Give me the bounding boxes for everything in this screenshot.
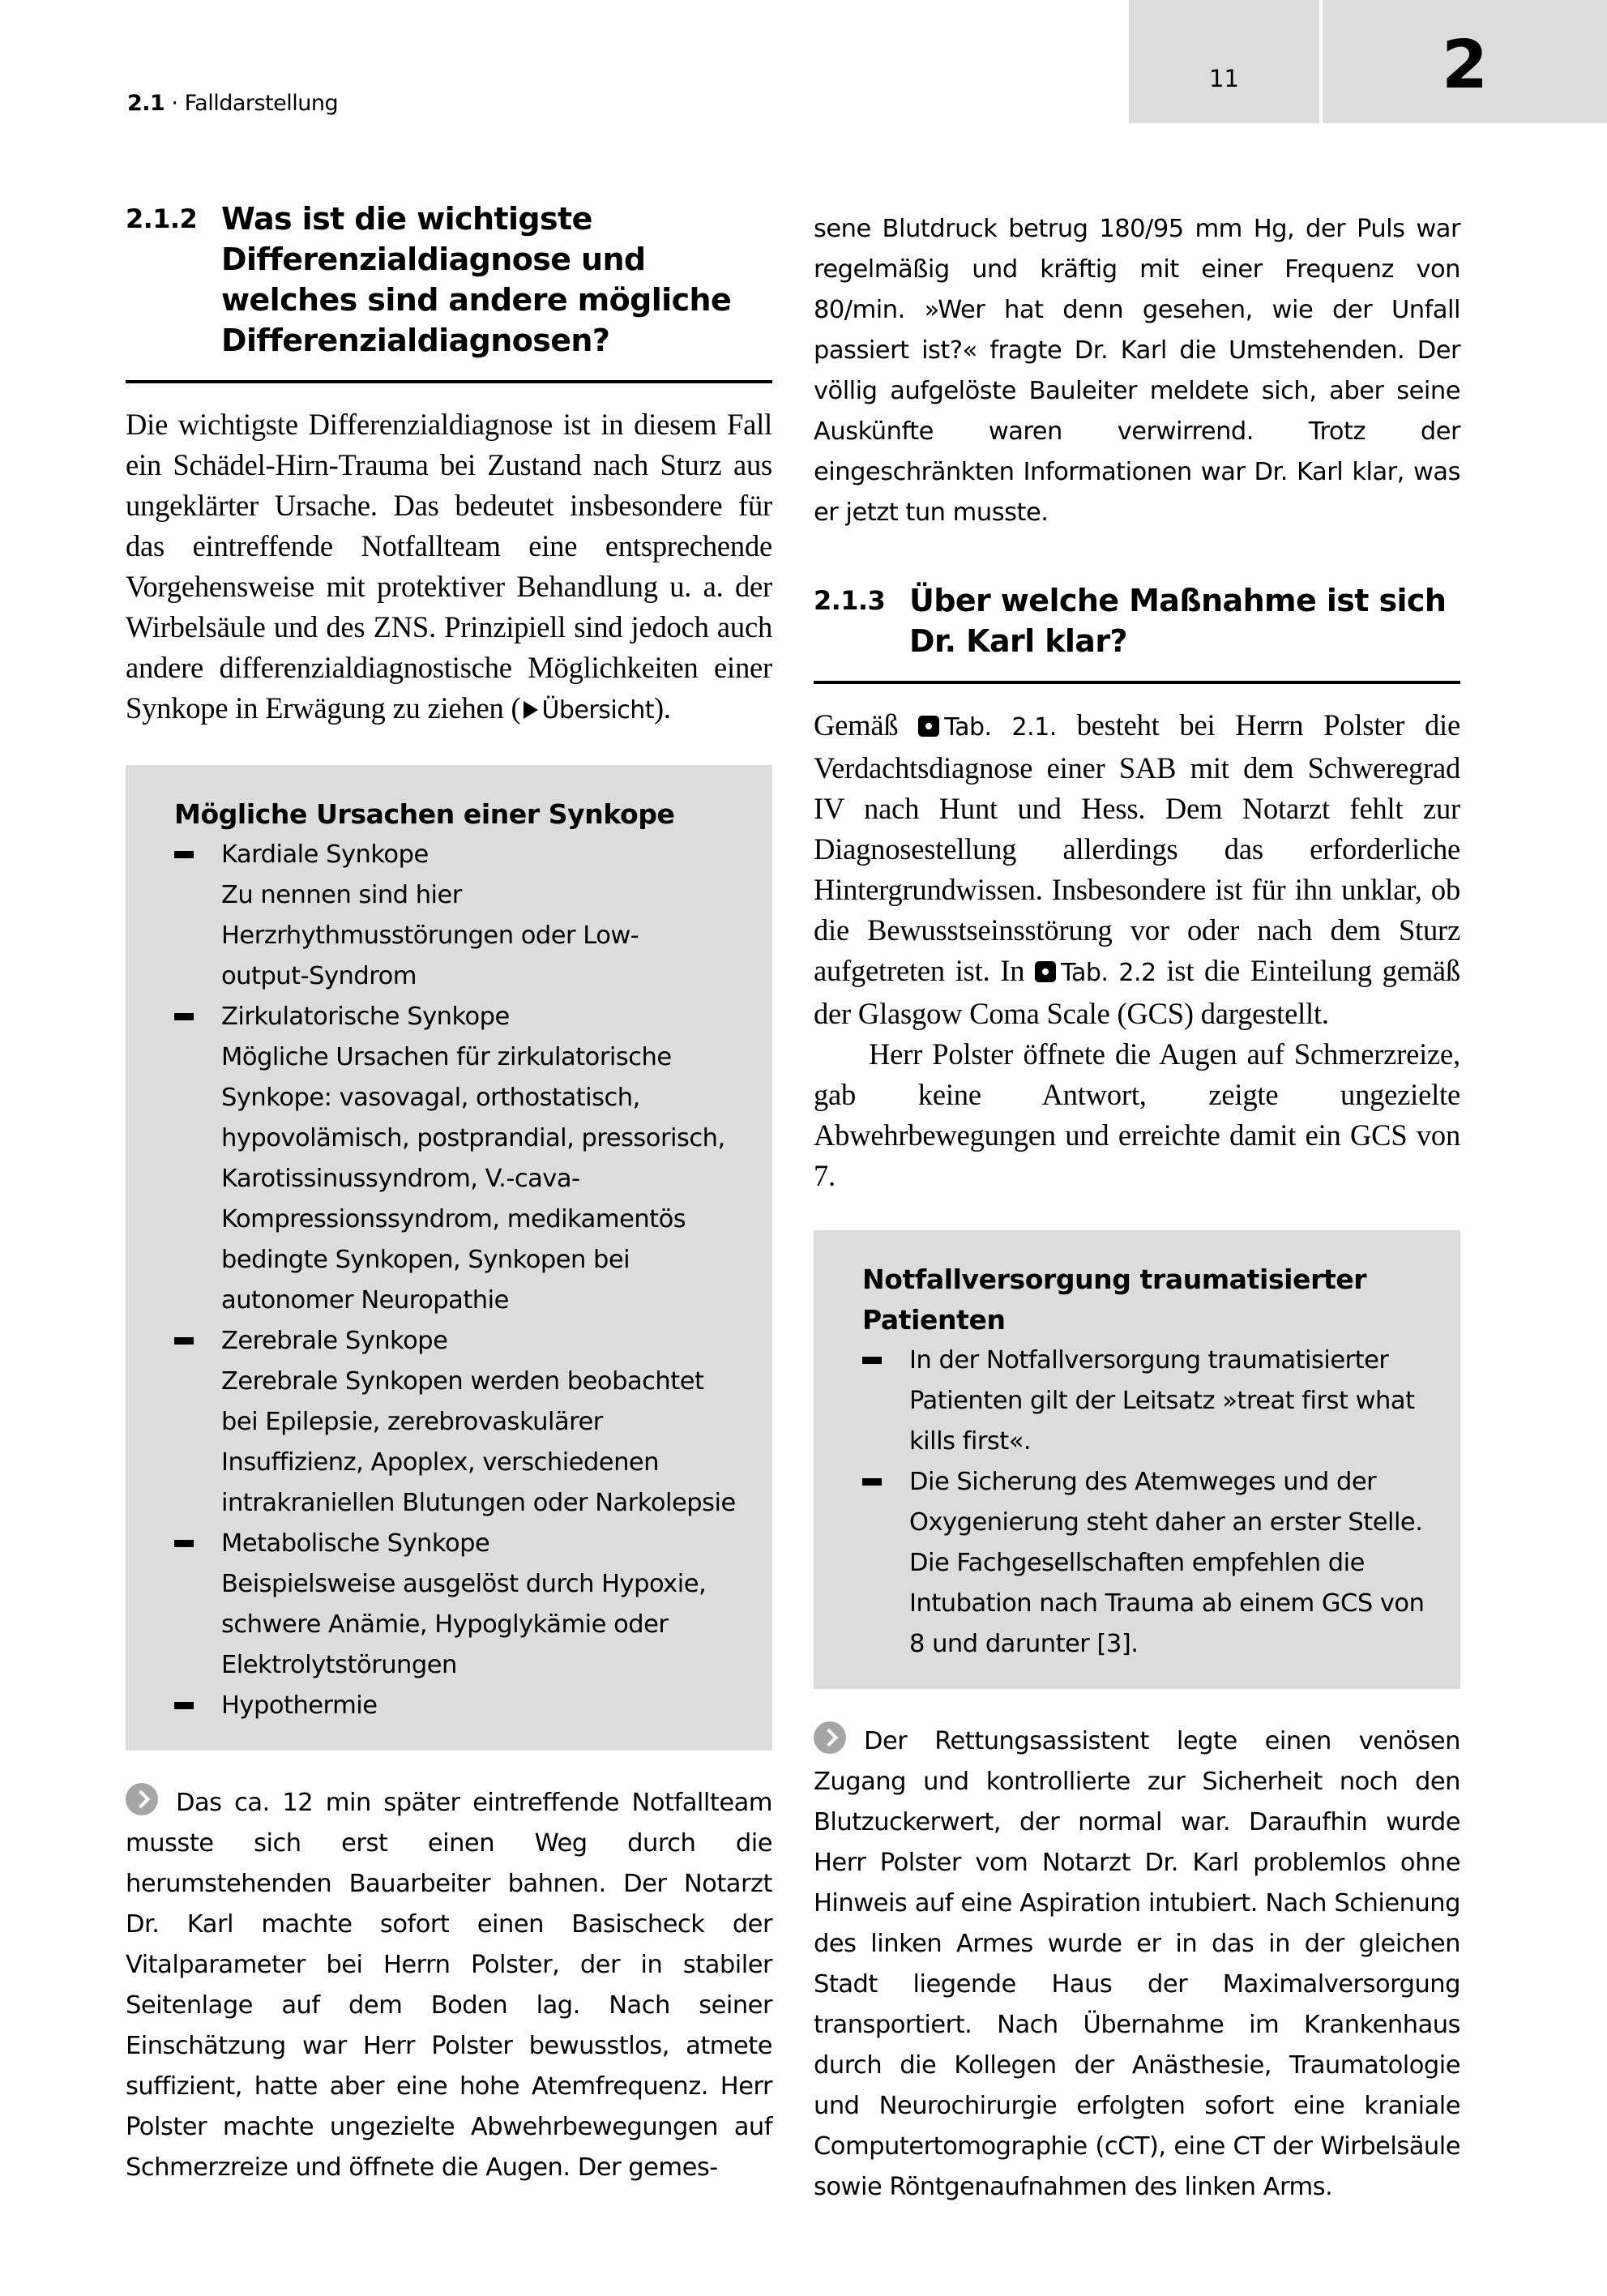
page-number: 11	[1209, 65, 1239, 92]
list-item	[174, 1524, 738, 1686]
item-detail: Beispielsweise ausgelöst durch Hypoxie, schwere Anämie, Hypoglykämie oder Elektrolytstörungen	[221, 1570, 707, 1679]
item-label: Hypothermie	[221, 1691, 378, 1720]
paragraph-text-end: ).	[653, 691, 671, 725]
list-item	[174, 1686, 738, 1726]
running-head-separator: ·	[165, 91, 185, 116]
running-head-title: Falldarstellung	[184, 91, 339, 116]
dash-bullet-icon	[862, 1478, 882, 1486]
list-item	[174, 835, 738, 997]
paragraph-differential	[126, 404, 772, 731]
running-head	[127, 91, 338, 116]
case-paragraph	[126, 1783, 772, 2188]
list-item	[174, 1321, 738, 1524]
paragraph-diagnosis	[814, 705, 1460, 1034]
box-title: Notfallversorgung traumatisierter Patienten	[862, 1263, 1367, 1336]
info-box-trauma	[814, 1230, 1460, 1689]
right-column	[814, 209, 1460, 2208]
section-rule	[126, 380, 772, 383]
section-heading-2-1-2	[126, 199, 772, 361]
section-title: Was ist die wichtigste Differenzialdiagnose und welches sind andere mögliche Differenzialdiagnosen?	[221, 201, 732, 358]
case-continuation: sene Blutdruck betrug 180/95 mm Hg, der Puls war regelmäßig und kräftig mit einer Frequenz von 80/min. »Wer hat denn gesehen, wie der Unfall passiert ist?« fragte Dr. Karl die Umstehenden. Der völlig aufgelöste Bauleiter meldete sich, aber seine Auskünfte waren verwirrend. Trotz der eingeschränkten Informationen war Dr. Karl klar, was er jetzt tun musste.	[814, 215, 1460, 527]
paragraph-text: besteht bei Herrn Polster die Verdachtsdiagnose einer SAB mit dem Schweregrad IV nach Hunt und Hess. Dem Notarzt fehlt zur Diagnosestellung allerdings das erforderliche Hintergrundwissen. Insbesondere ist für ihn unklar, ob die Bewusstseinsstörung vor oder nach dem Sturz aufgetreten ist. In	[814, 708, 1460, 987]
case-text: Das ca. 12 min später eintreffende Notfallteam musste sich erst einen Weg durch die herumstehenden Bauarbeiter bahnen. Der Notarzt Dr. Karl machte sofort einen Basischeck der Vitalparameter bei Herrn Polster, der in stabiler Seitenlage auf dem Boden lag. Nach seiner Einschätzung war Herr Polster bewusstlos, atmete suffizient, hatte aber eine hohe Atemfrequenz. Herr Polster machte ungezielte Abwehrbewegungen auf Schmerzreize und öffnete die Augen. Der gemes-	[126, 1789, 772, 2182]
left-column	[126, 199, 772, 2188]
section-rule	[814, 681, 1460, 684]
box-title: Mögliche Ursachen einer Synkope	[174, 798, 675, 830]
overview-link[interactable]: Übersicht	[541, 696, 654, 725]
section-title: Über welche Maßnahme ist sich Dr. Karl klar?	[909, 583, 1447, 659]
item-text: In der Notfallversorgung traumatisierter Patienten gilt der Leitsatz »treat first what kills first«.	[909, 1346, 1415, 1456]
item-detail: Zu nennen sind hier Herzrhythmusstörungen oder Low-output-Syndrom	[221, 881, 639, 990]
list-item	[862, 1340, 1426, 1462]
chapter-number: 2	[1441, 27, 1489, 104]
section-2-1-3	[814, 580, 1460, 684]
case-paragraph-2	[814, 1721, 1460, 2208]
paragraph-text: Die wichtigste Differenzialdiagnose ist in diesem Fall ein Schädel-Hirn-Trauma bei Zustand nach Sturz aus ungeklärter Ursache. Das bedeutet insbesondere für das eintreffende Notfallteam eine entsprechende Vorgehensweise mit protektiver Behandlung u. a. der Wirbelsäule und des ZNS. Prinzipiell sind jedoch auch andere differenzialdiagnostische Möglichkeiten einer Synkope in Erwägung zu ziehen (	[126, 408, 772, 725]
dash-bullet-icon	[174, 851, 194, 858]
section-number: 2.1.3	[814, 585, 886, 616]
item-label: Metabolische Synkope	[221, 1529, 490, 1558]
table-2-1-link[interactable]: Tab. 2.1.	[944, 713, 1057, 742]
running-head-section: 2.1	[127, 91, 165, 116]
paragraph-text: ist die Einteilung gemäß der Glasgow Coma Scale (GCS) dargestellt.	[814, 954, 1460, 1030]
paragraph-text: Gemäß	[814, 708, 919, 742]
case-text: Der Rettungsassistent legte einen venösen Zugang und kontrollierte zur Sicherheit noch den Blutzuckerwert, der normal war. Daraufhin wurde Herr Polster vom Notarzt Dr. Karl problemlos ohne Hinweis auf eine Aspiration intubiert. Nach Schienung des linken Armes wurde er in das in der gleichen Stadt liegende Haus der Maximalversorgung transportiert. Nach Übernahme im Krankenhaus durch die Kollegen der Anästhesie, Traumatologie und Neurochirurgie erfolgten sofort eine kraniale Computertomographie (cCT), eine CT der Wirbelsäule sowie Röntgenaufnahmen des linken Arms.	[814, 1727, 1460, 2201]
page-number-tab	[1129, 0, 1319, 123]
dash-bullet-icon	[174, 1337, 194, 1345]
table-reference-icon	[918, 716, 939, 737]
item-label: Zerebrale Synkope	[221, 1327, 448, 1355]
case-arrow-icon	[126, 1783, 158, 1815]
synkope-list	[174, 835, 738, 1726]
case-arrow-icon	[814, 1721, 846, 1754]
section-heading-2-1-3	[814, 580, 1460, 661]
info-box-synkope	[126, 765, 772, 1751]
trauma-list	[862, 1340, 1426, 1665]
table-2-2-link[interactable]: Tab. 2.2	[1061, 959, 1156, 987]
dash-bullet-icon	[174, 1013, 194, 1020]
dash-bullet-icon	[174, 1540, 194, 1547]
item-detail: Mögliche Ursachen für zirkulatorische Synkope: vasovagal, orthostatisch, hypovolämisch, postprandial, pressorisch, Karotissinussyndrom, V.-cava-Kompressionssyndrom, medikamentös bedingte Synkopen, Synkopen bei autonomer Neuropathie	[221, 1043, 725, 1315]
chapter-tab	[1323, 0, 1607, 123]
item-label: Zirkulatorische Synkope	[221, 1003, 510, 1031]
section-number: 2.1.2	[126, 203, 198, 234]
paragraph-gcs: Herr Polster öffnete die Augen auf Schmerzreize, gab keine Antwort, zeigte ungezielte Abwehrbewegungen und erreichte damit ein GCS von 7.	[814, 1037, 1460, 1192]
table-reference-icon	[1035, 961, 1056, 982]
triangle-right-icon	[524, 701, 538, 719]
list-item	[174, 997, 738, 1321]
dash-bullet-icon	[862, 1357, 882, 1364]
item-detail: Zerebrale Synkopen werden beobachtet bei Epilepsie, zerebrovaskulärer Insuffizienz, Apoplex, verschiedenen intrakraniellen Blutungen oder Narkolepsie	[221, 1367, 736, 1517]
list-item	[862, 1462, 1426, 1665]
item-label: Kardiale Synkope	[221, 840, 429, 869]
dash-bullet-icon	[174, 1702, 194, 1709]
item-text: Die Sicherung des Atemweges und der Oxygenierung steht daher an erster Stelle. Die Fachgesellschaften empfehlen die Intubation nach Trauma ab einem GCS von 8 und darunter [3].	[909, 1468, 1425, 1658]
